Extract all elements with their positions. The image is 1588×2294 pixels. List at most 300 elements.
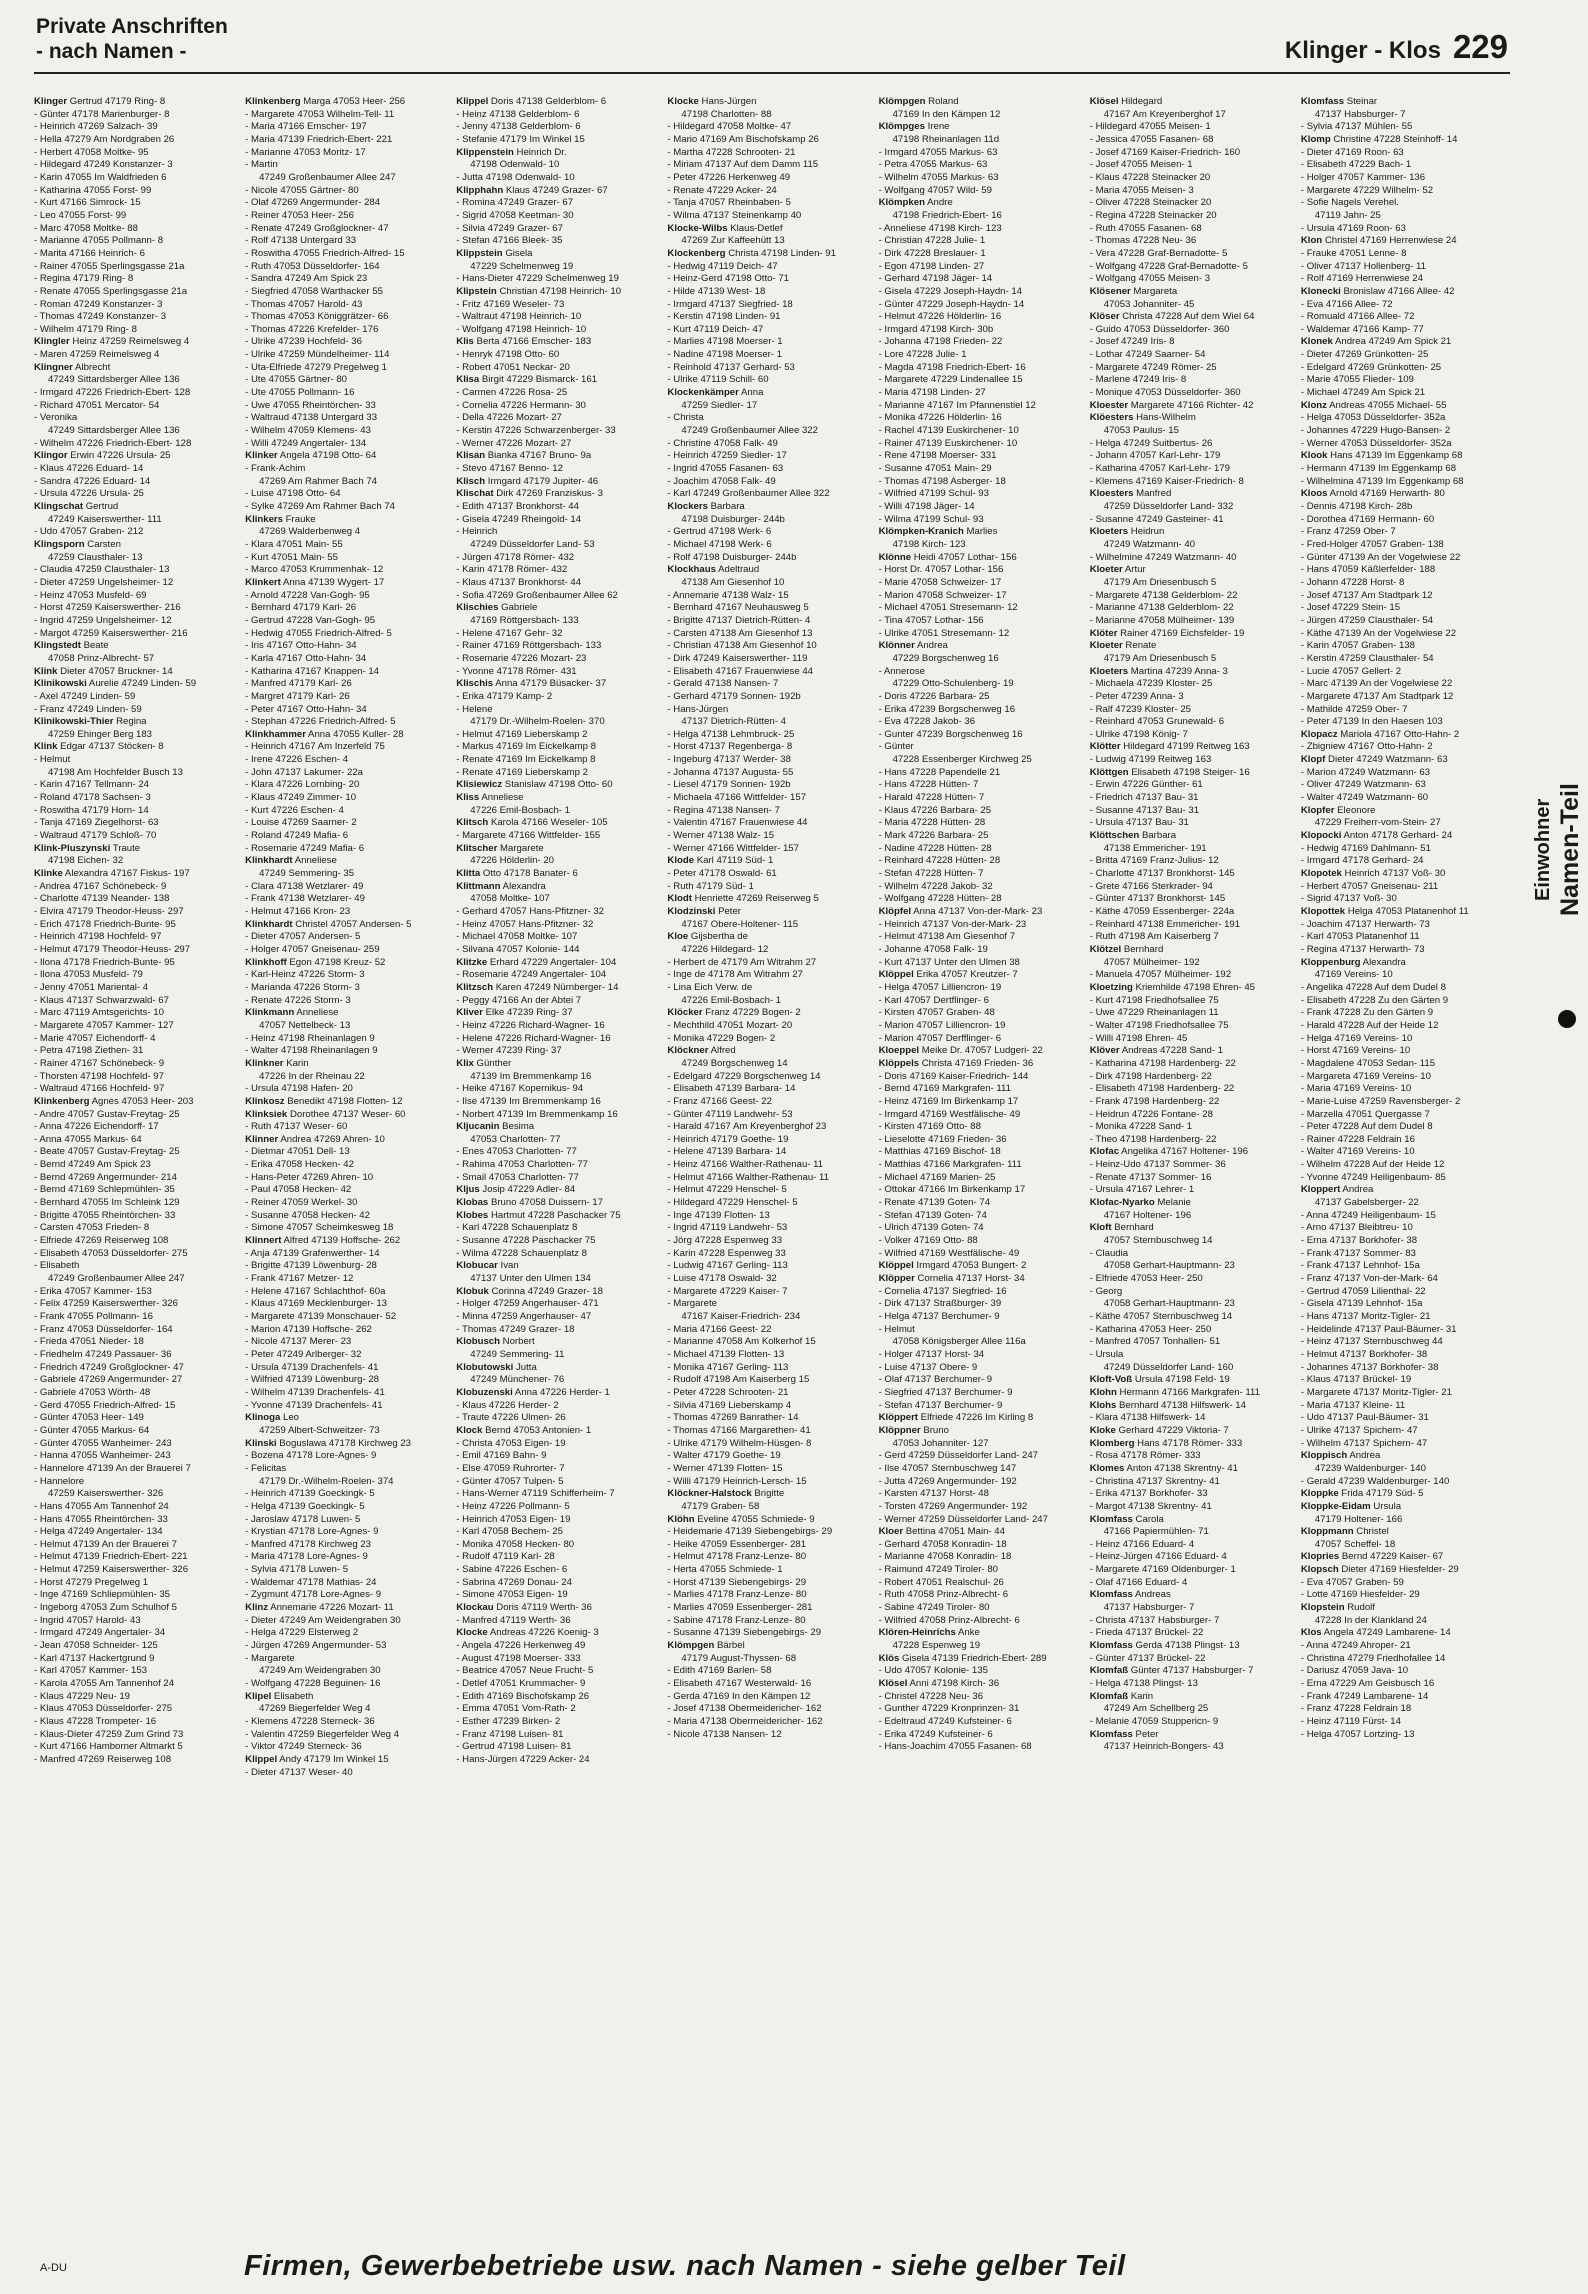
listing-entry — [456, 1260, 663, 1273]
listing-entry — [456, 311, 663, 324]
listing-entry — [34, 450, 241, 463]
entry-details: - Marie 47057 Eichendorff- 4 — [34, 1032, 156, 1044]
surname: Klöckner-Halstock — [667, 1488, 752, 1500]
listing-entry — [456, 843, 663, 856]
entry-details: - Hermann 47139 Im Eggenkamp 68 — [1300, 463, 1457, 475]
listing-entry — [245, 1349, 452, 1362]
entry-details: - Klaus 47226 Herder- 2 — [456, 1399, 559, 1411]
surname: Klitsch — [456, 817, 489, 829]
listing-entry — [1090, 741, 1297, 754]
listing-entry — [667, 1539, 874, 1552]
entry-details: - Heike 47059 Essenberger- 281 — [667, 1538, 807, 1550]
listing-entry — [34, 881, 241, 894]
entry-details: - Torsten 47269 Angermunder- 192 — [878, 1500, 1028, 1512]
listing-entry — [879, 1222, 1086, 1235]
entry-details: - Franz 47137 Von-der-Mark- 64 — [1300, 1273, 1438, 1285]
listing-entry — [34, 1716, 241, 1729]
entry-details: - Emma 47051 Vom-Rath- 2 — [456, 1703, 576, 1715]
listing-entry — [667, 96, 874, 109]
surname: Klock — [456, 1424, 483, 1436]
entry-details: - Margarete — [245, 1652, 295, 1664]
listing-entry — [667, 982, 874, 995]
entry-details: Anna 47226 Herder- 1 — [512, 1386, 610, 1398]
entry-details: - Kurt 47051 Main- 55 — [245, 551, 338, 563]
entry-details: - Marianne 47053 Moritz- 17 — [245, 146, 366, 158]
entry-details: 47249 Düsseldorfer Land- 160 — [1103, 1361, 1234, 1373]
entry-details: - Hedwig 47055 Friedrich-Alfred- 5 — [245, 627, 392, 639]
listing-entry — [879, 172, 1086, 185]
listing-entry — [34, 1058, 241, 1071]
listing-entry — [879, 235, 1086, 248]
entry-details: - Michaela 47166 Wittfelder- 157 — [667, 792, 807, 804]
entry-details: - Wilma 47199 Schul- 93 — [878, 513, 984, 525]
listing-entry — [245, 526, 452, 539]
listing-entry — [456, 96, 663, 109]
listing-entry — [879, 615, 1086, 628]
listing-entry — [1090, 450, 1297, 463]
listing-entry — [1090, 1235, 1297, 1248]
listing-entry — [34, 412, 241, 425]
entry-details: - Ursula 47167 Lehrer- 1 — [1089, 1184, 1195, 1196]
entry-details: - Erika 47057 Kammer- 153 — [34, 1285, 152, 1297]
listing-entry — [1090, 1691, 1297, 1704]
entry-details: - Margarete 47057 Kammer- 127 — [34, 1019, 174, 1031]
entry-details: - Heinrich 47053 Eigen- 19 — [456, 1513, 571, 1525]
listing-entry — [1301, 1362, 1508, 1375]
surname: Klofac-Nyarko — [1089, 1197, 1155, 1209]
entry-details: - Gunther 47229 Kronprinzen- 31 — [878, 1703, 1020, 1715]
listing-entry — [1090, 615, 1297, 628]
entry-details: 47179 Graben- 58 — [681, 1500, 760, 1512]
listing-entry — [879, 1083, 1086, 1096]
listing-entry — [34, 1121, 241, 1134]
entry-details: Dieter 47169 Hiesfelder- 29 — [1338, 1564, 1459, 1576]
listing-entry — [34, 1425, 241, 1438]
entry-details: - Peter 47239 Anna- 3 — [1089, 690, 1184, 702]
entry-details: - John 47137 Lakumer- 22a — [245, 766, 364, 778]
surname: Klören-Heinrichs — [878, 1627, 956, 1639]
listing-entry — [456, 1184, 663, 1197]
entry-details: - Klaus 47137 Bronkhorst- 44 — [456, 576, 582, 588]
entry-details: - Margarete 47229 Kaiser- 7 — [667, 1285, 788, 1297]
entry-details: - Wolfgang 47228 Graf-Bernadotte- 5 — [1089, 260, 1248, 272]
entry-details: - Bernd 47249 Am Spick 23 — [34, 1159, 151, 1171]
entry-details: - Wilhelm 47059 Klemens- 43 — [245, 425, 371, 437]
entry-details: 47269 Walderbenweg 4 — [259, 526, 361, 538]
surname: Kloeters — [1089, 665, 1129, 677]
surname: Klitscher — [456, 842, 498, 854]
entry-details: - Monika 47226 Hölderlin- 16 — [878, 412, 1002, 424]
surname: Klocke — [667, 96, 699, 107]
entry-details: - Stefan 47137 Berchumer- 9 — [878, 1399, 1003, 1411]
entry-details: 47259 Albert-Schweitzer- 73 — [259, 1424, 380, 1436]
listing-entry — [879, 729, 1086, 742]
entry-details: - Thomas 47228 Neu- 36 — [1089, 235, 1197, 247]
listing-entry — [456, 235, 663, 248]
listing-entry — [879, 855, 1086, 868]
listing-entry — [1090, 1476, 1297, 1489]
listing-entry — [34, 349, 241, 362]
entry-details: - Edeltraud 47249 Kufsteiner- 6 — [878, 1716, 1012, 1727]
surname: Klöesters — [1089, 412, 1134, 424]
entry-details: - Peggy 47166 An der Abtei 7 — [456, 994, 582, 1006]
entry-details: - Marion 47057 Derfflinger- 6 — [878, 1032, 1002, 1044]
listing-entry — [34, 159, 241, 172]
listing-entry — [667, 248, 874, 261]
entry-details: - Petra 47198 Ziethen- 31 — [34, 1045, 144, 1057]
entry-details: Alexandra 47167 Fiskus- 197 — [62, 868, 190, 880]
entry-details: - Helga 47139 Goeckingk- 5 — [245, 1500, 365, 1512]
listing-entry — [879, 1045, 1086, 1058]
entry-details: - Waltraud 47179 Schloß- 70 — [34, 830, 157, 842]
listing-entry — [1090, 678, 1297, 691]
listing-entry — [34, 235, 241, 248]
listing-entry — [1301, 881, 1508, 894]
entry-details: 47269 Biegerfelder Weg 4 — [259, 1703, 371, 1715]
listing-entry — [879, 666, 1086, 679]
surname: Klink — [34, 665, 58, 677]
listing-entry — [879, 96, 1086, 109]
entry-details: Elisabeth 47198 Steiger- 16 — [1128, 766, 1250, 778]
listing-entry — [879, 1184, 1086, 1197]
entry-details: - Margot 47259 Kaiserswerther- 216 — [34, 627, 188, 639]
entry-details: - Rosemarie 47249 Mafia- 6 — [245, 842, 365, 854]
entry-details: 47169 In den Kämpen 12 — [892, 108, 1001, 120]
listing-entry — [667, 1210, 874, 1223]
entry-details: - Manuela 47057 Mülheimer- 192 — [1089, 969, 1232, 981]
entry-details: - Erika 47179 Kamp- 2 — [456, 690, 553, 702]
surname: Klingstedt — [34, 640, 81, 652]
entry-details: - Karin 47057 Graben- 138 — [1300, 640, 1415, 652]
entry-details: - Jutta 47269 Angermunder- 192 — [878, 1475, 1017, 1487]
entry-details: - Yvonne 47249 Heiligenbaum- 85 — [1300, 1171, 1446, 1183]
entry-details: - Günter — [878, 741, 914, 753]
entry-details: - Dieter 47057 Andersen- 5 — [245, 931, 361, 943]
listing-entry — [245, 1412, 452, 1425]
listing-entry — [879, 1615, 1086, 1628]
entry-details: - Helmut 47166 Kron- 23 — [245, 906, 351, 917]
listing-entry — [1301, 1640, 1508, 1653]
entry-details: - Silvana 47057 Kolonie- 144 — [456, 943, 580, 955]
listing-entry — [245, 134, 452, 147]
listing-entry — [1090, 286, 1297, 299]
entry-details: - Annerose — [878, 665, 925, 677]
listing-entry — [667, 602, 874, 615]
listing-entry — [245, 957, 452, 970]
listing-entry — [456, 349, 663, 362]
entry-details: - Luise 47198 Otto- 64 — [245, 488, 341, 500]
entry-details: - Sabine 47226 Eschen- 6 — [456, 1564, 568, 1576]
listing-columns — [34, 96, 1508, 2224]
entry-details: Albrecht — [72, 361, 111, 373]
entry-details: Gerda 47138 Plingst- 13 — [1132, 1640, 1240, 1652]
listing-entry — [879, 1146, 1086, 1159]
listing-entry — [1301, 716, 1508, 729]
entry-details: - Helmut 47178 Franz-Lenze- 80 — [667, 1551, 807, 1563]
listing-entry — [456, 109, 663, 122]
listing-entry — [1301, 1551, 1508, 1564]
entry-details: - Sofie Nagels Verehel. — [1300, 197, 1399, 209]
entry-details: Beate — [80, 640, 109, 652]
entry-details: Anna — [738, 387, 764, 399]
entry-details: - Klara 47226 Lornbing- 20 — [245, 779, 360, 791]
entry-details: Christel — [1353, 1526, 1389, 1538]
entry-details: - Wilhelm 47228 Auf der Heide 12 — [1300, 1159, 1445, 1171]
listing-entry — [879, 1374, 1086, 1387]
entry-details: - Karl 47057 Dertflinger- 6 — [878, 994, 989, 1006]
listing-entry — [456, 1729, 663, 1742]
entry-details: - Karl 47058 Bechem- 25 — [456, 1526, 563, 1538]
surname: Kloke — [1089, 1424, 1116, 1436]
listing-entry — [245, 1653, 452, 1666]
entry-details: - Valentin 47259 Biegerfelder Weg 4 — [245, 1728, 399, 1740]
entry-details: - Marlies 47198 Moerser- 1 — [667, 336, 783, 348]
listing-entry — [245, 906, 452, 919]
listing-entry — [456, 1109, 663, 1122]
entry-details: - Peter 47139 In den Haesen 103 — [1300, 716, 1443, 728]
listing-entry — [1301, 1501, 1508, 1514]
listing-entry — [245, 1501, 452, 1514]
listing-entry — [1090, 830, 1297, 843]
entry-details: - Dennis 47198 Kirch- 28b — [1300, 501, 1413, 512]
listing-entry — [1090, 1577, 1297, 1590]
listing-entry — [1090, 463, 1297, 476]
surname: Kloesters — [1089, 488, 1134, 500]
surname: Klipstein — [456, 285, 497, 297]
listing-entry — [879, 488, 1086, 501]
entry-details: - Katharina 47055 Forst- 99 — [34, 184, 152, 196]
listing-entry — [245, 1678, 452, 1691]
listing-entry — [245, 805, 452, 818]
listing-entry — [456, 1311, 663, 1324]
listing-entry — [1301, 273, 1508, 286]
entry-details: - Hannelore 47139 An der Brauerei 7 — [34, 1462, 191, 1474]
surname: Klinkenberg — [245, 96, 301, 107]
entry-details: - Marion 47058 Schweizer- 17 — [878, 589, 1007, 601]
entry-details: - Christina 47279 Friedhofallee 14 — [1300, 1652, 1446, 1664]
listing-entry — [1301, 792, 1508, 805]
listing-entry — [1301, 412, 1508, 425]
entry-details: - Inge 47169 Schliepmühlen- 35 — [34, 1589, 171, 1601]
entry-details: - Edith 47169 Bischofskamp 26 — [456, 1690, 590, 1702]
entry-details: Henriette 47269 Reiserweg 5 — [691, 893, 819, 905]
entry-details: - Jenny 47138 Gelderblom- 6 — [456, 121, 581, 133]
entry-details: - Käthe 47139 An der Vogelwiese 22 — [1300, 627, 1457, 639]
listing-entry — [34, 438, 241, 451]
entry-details: - Sigrid 47058 Keetman- 30 — [456, 209, 574, 221]
listing-entry — [1090, 1488, 1297, 1501]
entry-details: - Frieda 47137 Brückel- 22 — [1089, 1627, 1204, 1639]
listing-entry — [667, 526, 874, 539]
surname: Klischis — [456, 678, 494, 690]
entry-details: 47198 Kirch- 123 — [892, 538, 966, 550]
listing-entry — [667, 590, 874, 603]
entry-details: - Herbert 47058 Moltke- 95 — [34, 146, 149, 158]
entry-details: - Georg — [1089, 1285, 1123, 1297]
entry-details: - Günter 47055 Wanheimer- 243 — [34, 1437, 172, 1449]
listing-entry — [1090, 1248, 1297, 1261]
entry-details: - Zbigniew 47167 Otto-Hahn- 2 — [1300, 741, 1433, 753]
entry-details: Hermann 47166 Markgrafen- 111 — [1116, 1386, 1260, 1398]
entry-details: - Thomas 47198 Asberger- 18 — [878, 475, 1006, 487]
entry-details: - Käthe 47059 Essenberger- 224a — [1089, 906, 1235, 917]
listing-entry — [245, 881, 452, 894]
surname: Klippel — [245, 1753, 278, 1765]
entry-details: - Jörg 47228 Espenweg 33 — [667, 1235, 783, 1247]
entry-details: - Karin 47178 Römer- 432 — [456, 564, 568, 576]
entry-details: - Dirk 47137 Straßburger- 39 — [878, 1298, 1002, 1310]
listing-entry — [245, 1222, 452, 1235]
listing-entry — [1090, 235, 1297, 248]
entry-details: 47179 Am Driesenbusch 5 — [1103, 652, 1217, 664]
surname: Klittmann — [456, 880, 501, 892]
entry-details: Elisabeth — [271, 1690, 314, 1702]
listing-entry — [1090, 1564, 1297, 1577]
listing-entry — [456, 830, 663, 843]
entry-details: - Erika 47249 Kufsteiner- 6 — [878, 1728, 993, 1740]
listing-entry — [34, 1387, 241, 1400]
entry-details: Gertrud 47179 Ring- 8 — [67, 96, 166, 107]
listing-entry — [456, 476, 663, 489]
entry-details: - Reinhold 47137 Gerhard- 53 — [667, 361, 795, 373]
listing-entry — [34, 1450, 241, 1463]
listing-entry — [1090, 1172, 1297, 1185]
entry-details: Heinrich 47137 Voß- 30 — [1341, 868, 1446, 880]
entry-details: - Marc 47119 Amtsgerichts- 10 — [34, 1007, 164, 1019]
listing-entry — [456, 1514, 663, 1527]
listing-entry — [879, 526, 1086, 539]
listing-entry — [1090, 96, 1297, 109]
surname: Kloppke-Eidam — [1300, 1500, 1371, 1512]
listing-column-6 — [1090, 96, 1297, 2224]
entry-details: - Helga 47169 Vereins- 10 — [1300, 1032, 1413, 1044]
entry-details: - Gertrud 47228 Van-Gogh- 95 — [245, 614, 376, 626]
listing-entry — [34, 1501, 241, 1514]
listing-entry — [667, 640, 874, 653]
entry-details: - Rosa 47178 Römer- 333 — [1089, 1450, 1201, 1462]
listing-entry — [1301, 463, 1508, 476]
listing-entry — [245, 1210, 452, 1223]
surname: Klon — [1300, 235, 1323, 247]
entry-details: Gisela 47139 Friedrich-Ebert- 289 — [899, 1652, 1047, 1664]
entry-details: - Egon 47198 Linden- 27 — [878, 260, 985, 272]
entry-details: - Susanne 47228 Paschacker 75 — [456, 1235, 596, 1247]
listing-entry — [34, 919, 241, 932]
surname: Klopf — [1300, 754, 1326, 766]
entry-details: - Karl-Heinz 47226 Storm- 3 — [245, 969, 365, 981]
listing-column-7 — [1301, 96, 1508, 2224]
entry-details: Anneliese — [292, 855, 337, 867]
entry-details: - Susanne 47137 Bau- 31 — [1089, 804, 1200, 816]
listing-entry — [245, 1374, 452, 1387]
listing-entry — [1301, 767, 1508, 780]
listing-entry — [1301, 779, 1508, 792]
listing-entry — [667, 805, 874, 818]
entry-details: Irene — [924, 121, 950, 133]
entry-details: - Anja 47139 Grafenwerther- 14 — [245, 1247, 380, 1259]
listing-entry — [1301, 1602, 1508, 1615]
entry-details: 47053 Paulus- 15 — [1103, 425, 1179, 437]
listing-entry — [245, 564, 452, 577]
surname: Klonz — [1300, 399, 1327, 411]
listing-entry — [1090, 1615, 1297, 1628]
entry-details: Dieter 47057 Bruckner- 14 — [57, 665, 173, 677]
entry-details: - Enes 47053 Charlotten- 77 — [456, 1146, 577, 1158]
listing-entry — [245, 1691, 452, 1704]
listing-entry — [879, 147, 1086, 160]
listing-entry — [34, 362, 241, 375]
listing-entry — [1301, 374, 1508, 387]
listing-entry — [1090, 311, 1297, 324]
entry-details: - Gabriele 47053 Wörth- 48 — [34, 1386, 151, 1398]
listing-entry — [1301, 1260, 1508, 1273]
entry-details: 47249 Semmering- 35 — [259, 868, 355, 880]
entry-details: - Marlies 47059 Essenberger- 281 — [667, 1602, 813, 1614]
listing-entry — [667, 1488, 874, 1501]
listing-entry — [667, 134, 874, 147]
listing-entry — [245, 678, 452, 691]
entry-details: - Elisabeth — [34, 1260, 80, 1272]
listing-entry — [879, 1387, 1086, 1400]
surname: Klinkner — [245, 1057, 284, 1069]
listing-entry — [245, 779, 452, 792]
listing-entry — [667, 1716, 874, 1729]
listing-entry — [879, 602, 1086, 615]
entry-details: - Sandra 47226 Eduard- 14 — [34, 475, 151, 487]
entry-details: - Johanne 47058 Falk- 19 — [878, 943, 988, 955]
listing-entry — [667, 1362, 874, 1375]
listing-entry — [34, 501, 241, 514]
entry-details: - Ursula 47139 Drachenfels- 41 — [245, 1361, 379, 1373]
surname: Kloppenburg — [1300, 956, 1361, 968]
listing-entry — [456, 1425, 663, 1438]
entry-details: - Ulrike 47119 Schill- 60 — [667, 374, 769, 386]
listing-entry — [245, 185, 452, 198]
listing-entry — [34, 1564, 241, 1577]
entry-details: - Katharina 47198 Hardenberg- 22 — [1089, 1057, 1236, 1069]
entry-details: - Sofia 47269 Großenbaumer Allee 62 — [456, 589, 618, 601]
entry-details: - Horst 47169 Vereins- 10 — [1300, 1045, 1411, 1057]
listing-entry — [1090, 1146, 1297, 1159]
listing-entry — [667, 830, 874, 843]
listing-entry — [667, 1273, 874, 1286]
listing-entry — [1301, 1324, 1508, 1337]
listing-column-5 — [879, 96, 1086, 2224]
listing-entry — [34, 805, 241, 818]
entry-details: - Regina 47228 Steinacker 20 — [1089, 209, 1217, 221]
entry-details: - Brigitte 47055 Rheintörchen- 33 — [34, 1209, 176, 1221]
listing-entry — [1090, 552, 1297, 565]
listing-entry — [1090, 514, 1297, 527]
surname: Klomfass — [1089, 1728, 1133, 1740]
entry-details: - Udo 47057 Graben- 212 — [34, 526, 144, 538]
surname: Klöpfel — [878, 906, 912, 917]
entry-details: - Krystian 47178 Lore-Agnes- 9 — [245, 1526, 379, 1538]
surname: Klömpgen — [667, 1640, 715, 1652]
entry-details: - Helene — [456, 703, 493, 715]
listing-entry — [1090, 1589, 1297, 1602]
listing-entry — [34, 1463, 241, 1476]
entry-details: - Horst 47137 Regenberga- 8 — [667, 741, 793, 753]
listing-entry — [667, 1172, 874, 1185]
listing-entry — [1090, 982, 1297, 995]
listing-entry — [667, 463, 874, 476]
listing-entry — [879, 1210, 1086, 1223]
entry-details: Heinz 47259 Reimelsweg 4 — [69, 336, 190, 348]
listing-entry — [1301, 450, 1508, 463]
entry-details: Bernd 47053 Antonien- 1 — [482, 1424, 592, 1436]
listing-entry — [1090, 754, 1297, 767]
